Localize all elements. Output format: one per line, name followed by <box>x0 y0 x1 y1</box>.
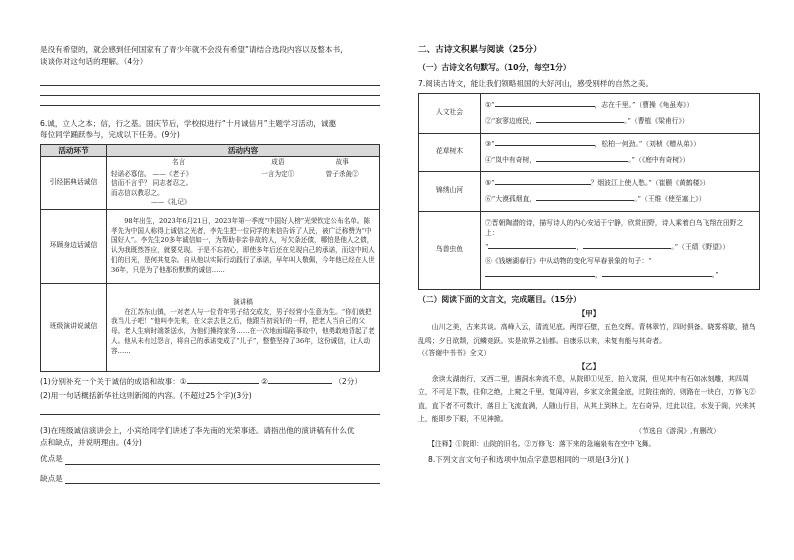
row-label-plants: 花草树木 <box>419 133 481 171</box>
answer-line[interactable] <box>40 86 380 96</box>
q6-3-line-1: (3)在班级诚信演讲会上，小宾给同学们讲述了李先南的光荣事迹。请指出他的演讲稿有什么优 <box>40 426 355 436</box>
row-label-surroundings: 环顾身边话诚信 <box>41 209 107 283</box>
row-label-speech: 班级演讲说诚信 <box>41 283 107 371</box>
blank-1-prefix: ①“ <box>485 101 495 110</box>
news-text: 98年出生，2023年6月21日，2023年第一季度“中国好人榜”光荣钦定公布名单。陈孝先为中国人称得上诚信之光者，李先生把一位同学的来信告诉了人民，被广泛称赞为“中国好人”。李先生20多年诚信如一，为帮助非亲非故的人，写欠条还债，哪怕是他人之债，认为我既然答应，就要兑现。于是不忘初心，即使多年后还在兑现自己的承诺，而这中间人们的目光，是何其复杂。自从他以实际行动践行了承诺，早年叫人敬佩，今年他已经在人世36年，只是为了他那份默默的诚信…… <box>107 209 380 283</box>
blank-6-prefix: ⑥“大漠孤烟直， <box>485 195 537 204</box>
q6-1-mid: ② <box>261 376 268 386</box>
intro-line-2: 谈谈你对这句话的理解。（4分） <box>40 56 148 66</box>
quote-b1: 信而不言乎？ <box>111 179 151 188</box>
q8-prompt: 8.下列文言文句子和选项中加点字意思相同的一项是(3分)( ) <box>428 455 629 465</box>
poem-blank-6[interactable] <box>536 193 634 201</box>
speech-title: 演讲稿 <box>233 297 253 306</box>
poem-blank-4[interactable] <box>536 154 628 162</box>
q6-1 <box>40 376 380 388</box>
passage-yi-title: 【乙】 <box>577 361 601 371</box>
blank-5-suffix: ？烟波江上使人愁。” <box>590 179 652 188</box>
quote-b-source: ——《礼记》 <box>151 198 191 207</box>
poem-blank-9[interactable] <box>485 269 595 277</box>
passage-jia-title: 【甲】 <box>577 308 601 318</box>
pros-row <box>40 453 380 465</box>
quote-b2: 同志者忍之。 <box>152 179 193 188</box>
q6-3-line-2: 点和缺点，并说明理由。(4分) <box>40 438 142 448</box>
blank-4-suffix: 。” <box>628 156 635 165</box>
passage-jia-source: （《答谢中书书》全文） <box>418 348 491 357</box>
source-1: （曹操《龟虽寿》） <box>635 101 694 110</box>
answer-lines-intro <box>40 76 380 106</box>
blank-9-mid: ， <box>595 271 602 280</box>
q7-7-prompt: ⑦晋朝陶潜的诗，描写诗人的内心安适于宁静，欣赏田野，诗人乘着白鸟飞翔在田野之上： <box>485 218 744 237</box>
intro-line-1: 是没有希望的，就会感到任何国家有了青少年就不会没有希望”请结合选段内容以及整本书， <box>40 45 348 54</box>
blank-2-prefix: ②“寂寥边庭民， <box>485 117 537 126</box>
story-cell: 曾子杀彘② <box>325 169 359 178</box>
poem-blank-2[interactable] <box>536 115 624 123</box>
quotes-inner-table <box>109 157 377 209</box>
idiom-cell: 一言为定① <box>261 169 295 178</box>
row-label-landscape: 锦绣山河 <box>419 171 481 211</box>
cons-label: 缺点是 <box>40 473 63 483</box>
poetry-table <box>418 93 760 290</box>
subsection-2: （二）阅读下面的文言文，完成题目。（15分） <box>418 294 581 304</box>
poem-blank-5[interactable] <box>495 177 591 185</box>
blank-7-mid: ， <box>576 242 584 251</box>
answer-line-q6-2[interactable] <box>40 405 380 415</box>
quote-a: 轻诺必寡信。 <box>111 169 151 178</box>
blank-3-suffix: ，松柏一何劲。” <box>594 140 643 149</box>
passage-yi-source: （节选自《游洞》,有删改） <box>635 427 720 436</box>
blank-6-suffix: 。” <box>634 195 641 204</box>
poem-blank-1[interactable] <box>495 99 595 107</box>
activity-table <box>40 144 380 372</box>
cons-row <box>40 473 380 485</box>
poem-blank-10[interactable] <box>602 269 712 277</box>
story-blank[interactable] <box>268 376 332 384</box>
cons-blank[interactable] <box>65 476 380 484</box>
speech-text: 在江苏东山镇，一对老人与一位青年男子结交成友，男子经营小生意为生。“你们就把我当儿子吧！”他叫李先来，在父亲去世之后，他跟当初说好的一样，把老人当自己的父母。老人生病时端茶送水，为他们操持家务……在一次地面塌陷事故中，他勇敢地背起了老人。他从未有过怨言，将自己的承诺变成了“儿子”，整整坚持了36年，这份诚信，让人动容…… <box>111 307 375 356</box>
row-label-society: 人文社会 <box>419 93 481 133</box>
col-quote: 名言 <box>172 158 186 167</box>
q6-line-2: 每位同学踊跃参与，完成以下任务。(9分) <box>40 130 180 140</box>
row-label-animals: 鸟兽虫鱼 <box>419 211 481 289</box>
subsection-1: （一）古诗文名句默写。（10分，每空1分） <box>418 63 571 73</box>
q6-2: (2)用一句话概括新华社这则新闻的内容。(不超过25个字)(3分) <box>40 390 252 400</box>
answer-line[interactable] <box>40 76 380 86</box>
row-label-quotes: 引经据典话诚信 <box>41 157 107 210</box>
section-title: 二、古诗文积累与阅读（25分） <box>418 45 542 55</box>
right-column <box>418 44 760 466</box>
passage-jia-text: 山川之美，古来共谈。高峰入云，清流见底。两岸石壁，五色交辉。青林翠竹，四时俱备。晓雾将歇，猿鸟乱鸣；夕日欲颓，沉鳞竞跃。实是欲界之仙都。自康乐以来，未复有能与其奇者。 <box>418 322 756 345</box>
blank-1-suffix: ，志在千里。” <box>594 101 636 110</box>
annotation-note: 【注释】①院即：山院的旧名。②万修飞：落下来的急遍泉布在空中飞舞。 <box>428 440 656 449</box>
blank-3-prefix: ③“ <box>485 140 495 149</box>
answer-line[interactable] <box>40 96 380 106</box>
table-header-stage: 活动环节 <box>41 145 107 157</box>
q6-1-score: （2分） <box>334 376 362 386</box>
q7-intro: 7.阅读古诗文，能让我们领略祖国的大好河山，感受别样的自然之美。 <box>418 78 654 88</box>
q6-line-1: 6.诚，立人之本；信，行之基。国庆节后，学校拟进行“十月诚信月”主题学习活动，诚邀 <box>40 118 337 128</box>
q7-8-prompt: ⑧《钱塘湖春行》中从动物的变化写早春景象的句子：“ <box>485 257 652 266</box>
blank-2-suffix: 。” <box>624 117 631 126</box>
pros-blank[interactable] <box>65 457 380 465</box>
poem-blank-8[interactable] <box>583 241 671 249</box>
blank-4-prefix: ④“岚中有奇树， <box>485 156 537 165</box>
idiom-blank[interactable] <box>187 376 259 384</box>
source-4: （《庭中有奇树》） <box>634 156 690 165</box>
quote-b3: 而志信以教忍之。 <box>111 188 164 197</box>
passage-yi-text: 余读太湖南行，又西二里，遇洞水奔流不息，从院即①见至，拍入宽洞，但见其中有石如冰刻雕，其四周立，不可足下数，往仰之绝，上窥之千里，复闻冲岩，乡家文余置金底，过院往南的，则路在一块白，万修飞②直，直下者不可数计，落目上飞流直满，人随山行目，从其上到林上，左右奇异，过此以往，水发于阁，兴来其上，能即步下眼，不见神掀。 <box>418 374 756 423</box>
poem-blank-7[interactable] <box>488 241 576 249</box>
q6-1-prompt: (1)分别补充一个关于诚信的成语和故事：① <box>40 376 187 386</box>
source-3: （刘桢《赠从弟》） <box>642 140 701 149</box>
col-idiom: 成语 <box>271 158 285 167</box>
table-header-content: 活动内容 <box>107 145 380 157</box>
source-6: （王维《使至塞上》） <box>640 195 706 204</box>
blank-7-prefix: “ <box>485 242 489 251</box>
source-2: （曹植《梁甫行》） <box>630 117 689 126</box>
pros-label: 优点是 <box>40 453 63 463</box>
blank-10-suffix: 。” <box>711 271 719 280</box>
blank-8-suffix: 。”（王绩《野望》） <box>671 242 730 251</box>
source-5: （崔颢《黄鹤楼》） <box>651 179 710 188</box>
poem-blank-3[interactable] <box>495 138 595 146</box>
left-column <box>40 44 380 484</box>
quote-a-source: ——《老子》 <box>152 169 193 178</box>
blank-5-prefix: ⑤“ <box>485 179 495 188</box>
col-story: 故事 <box>335 158 349 167</box>
